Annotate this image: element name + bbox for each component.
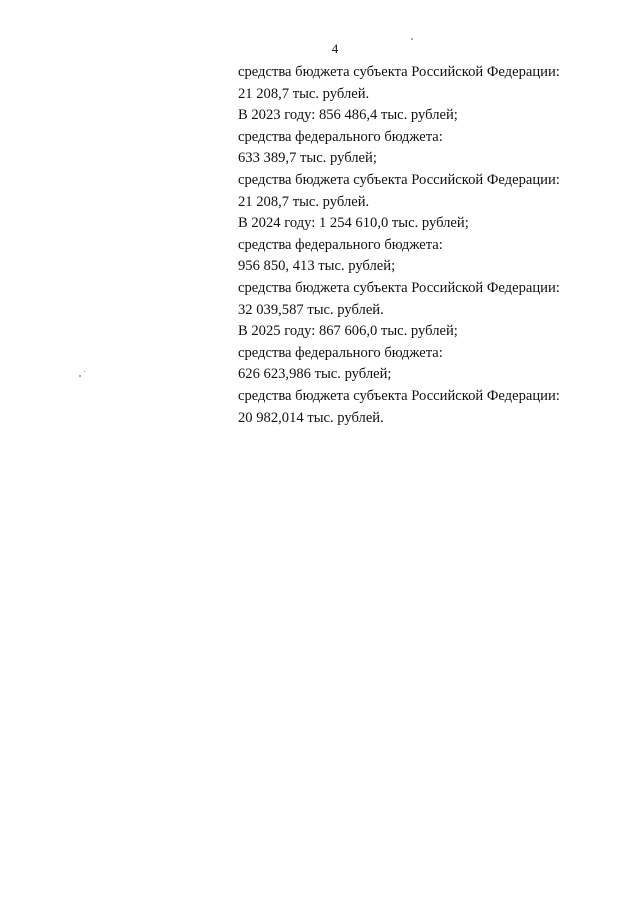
text-line-year-2023-total: В 2023 году: 856 486,4 тыс. рублей; — [238, 107, 458, 124]
text-line-regional-budget: средства бюджета субъекта Российской Федерации: — [238, 387, 560, 404]
text-line-amount: 32 039,587 тыс. рублей. — [238, 301, 384, 318]
text-line-year-2024-total: В 2024 году: 1 254 610,0 тыс. рублей; — [238, 215, 469, 232]
budget-text-block — [238, 62, 618, 429]
text-line-regional-budget: средства бюджета субъекта Российской Федерации: — [238, 279, 560, 296]
text-line-amount: 956 850, 413 тыс. рублей; — [238, 258, 396, 275]
text-line-year-2025-total: В 2025 году: 867 606,0 тыс. рублей; — [238, 323, 458, 340]
page-number: 4 — [331, 41, 339, 56]
text-line-amount: 633 389,7 тыс. рублей; — [238, 150, 377, 167]
text-line-amount: 626 623,986 тыс. рублей; — [238, 366, 392, 383]
text-line-federal-budget: средства федерального бюджета: — [238, 344, 443, 361]
text-line-regional-budget: средства бюджета субъекта Российской Федерации: — [238, 171, 560, 188]
text-line-amount: 21 208,7 тыс. рублей. — [238, 85, 370, 102]
scan-speck — [84, 371, 85, 372]
text-line-federal-budget: средства федерального бюджета: — [238, 236, 443, 253]
scan-speck — [79, 375, 81, 377]
text-line-amount: 21 208,7 тыс. рублей. — [238, 193, 370, 210]
text-line-regional-budget: средства бюджета субъекта Российской Федерации: — [238, 64, 560, 80]
scan-speck — [411, 38, 413, 40]
text-line-federal-budget: средства федерального бюджета: — [238, 128, 443, 145]
text-line-amount: 20 982,014 тыс. рублей. — [238, 409, 384, 426]
